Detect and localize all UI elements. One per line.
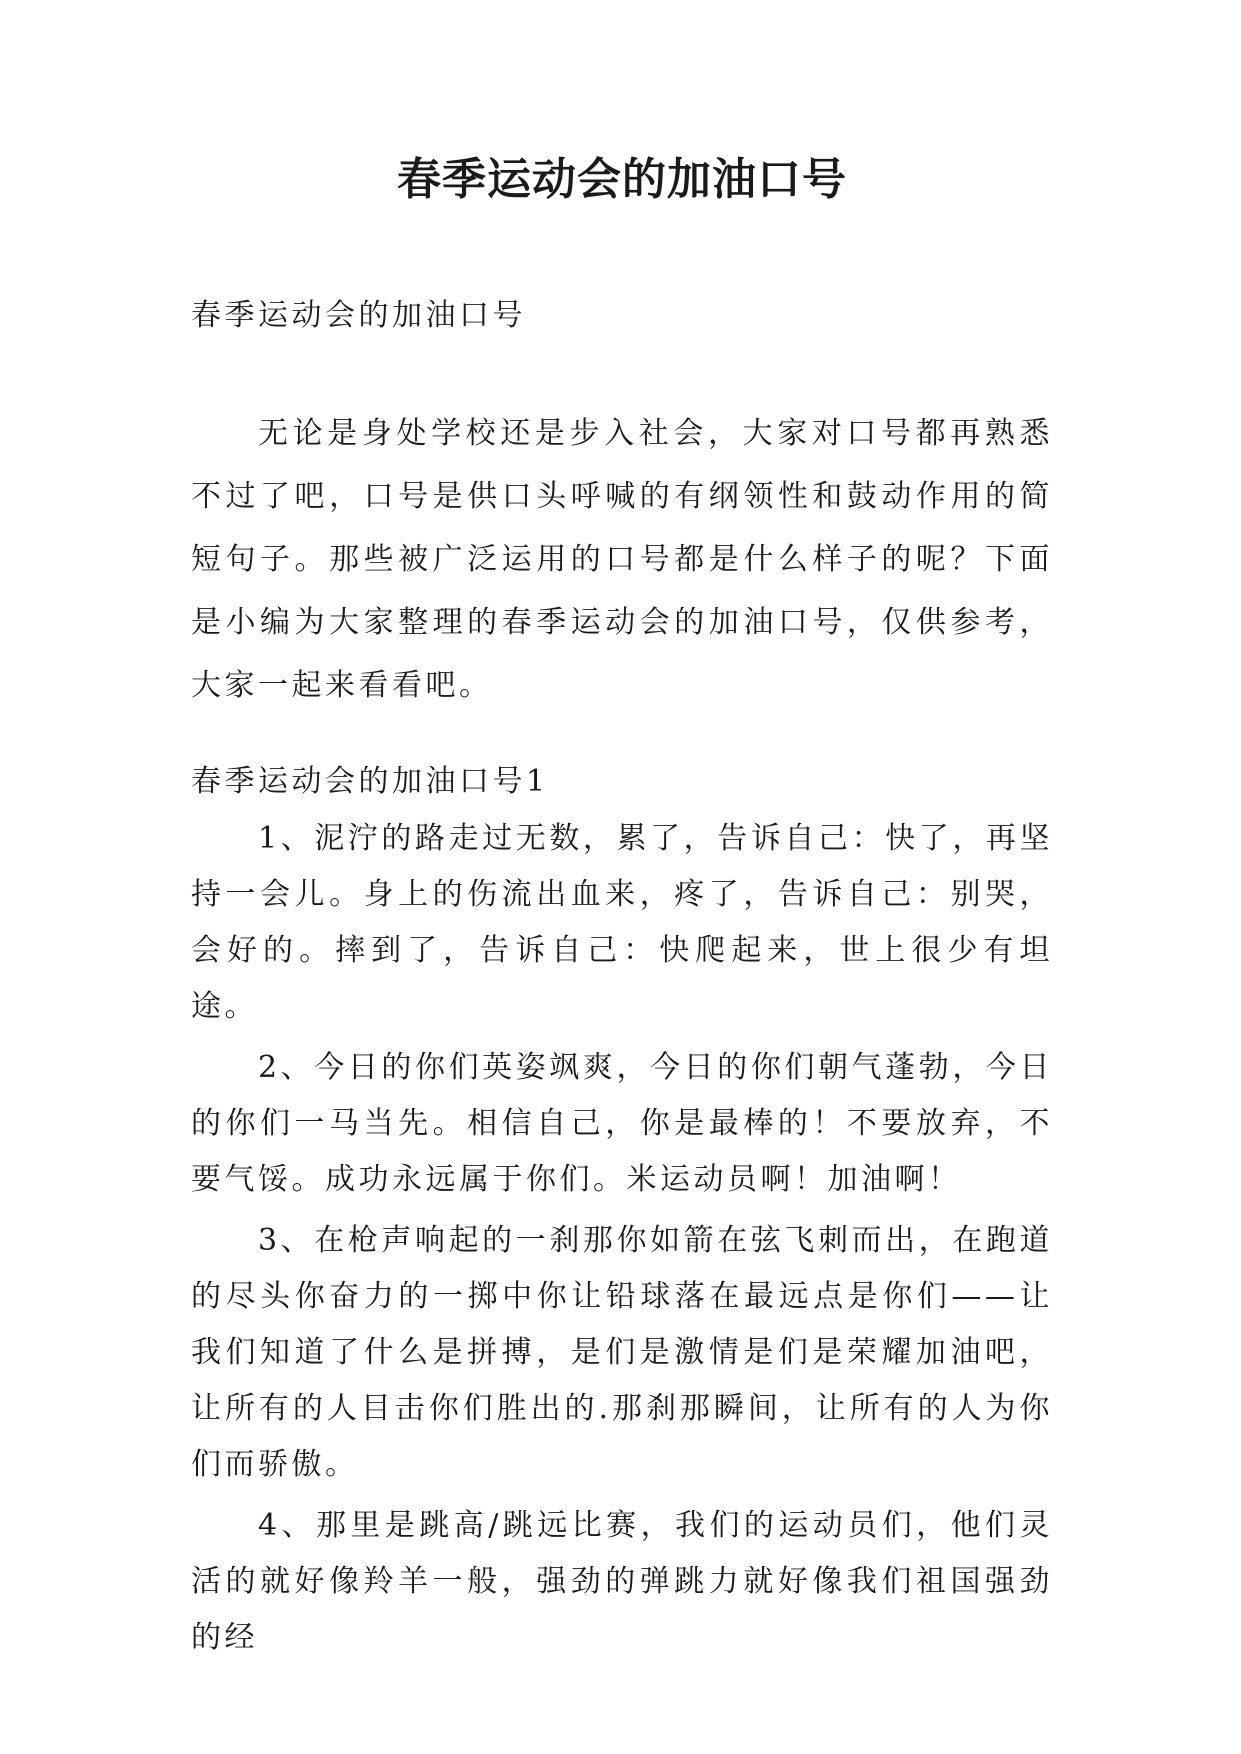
slogan-list [191,811,1053,1671]
intro-paragraph: 无论是身处学校还是步入社会，大家对口号都再熟悉不过了吧，口号是供口头呼喊的有纲领性和鼓动作用的简短句子。那些被广泛运用的口号都是什么样子的呢？下面是小编为大家整理的春季运动会的加油口号，仅供参考，大家一起来看看吧。 [191,416,1053,703]
document-title: 春季运动会的加油口号 [397,154,847,205]
slogan-item-1: 1、泥泞的路走过无数，累了，告诉自己：快了，再坚持一会儿。身上的伤流出血来，疼了，告诉自己：别哭，会好的。摔到了，告诉自己：快爬起来，世上很少有坦途。 [191,821,1053,1024]
section-heading: 春季运动会的加油口号1 [191,764,549,799]
slogan-item-2: 2、今日的你们英姿飒爽，今日的你们朝气蓬勃，今日的你们一马当先。相信自己，你是最棒的！不要放弃，不要气馁。成功永远属于你们。米运动员啊！加油啊！ [191,1050,1053,1197]
document-subtitle: 春季运动会的加油口号 [191,298,526,333]
slogan-item-4: 4、那里是跳高/跳远比赛，我们的运动员们，他们灵活的就好像羚羊一般，强劲的弹跳力就好像我们祖国强劲的经 [191,1508,1053,1655]
slogan-item-3: 3、在枪声响起的一刹那你如箭在弦飞刺而出，在跑道的尽头你奋力的一掷中你让铅球落在最远点是你们——让我们知道了什么是拼搏，是们是激情是们是荣耀加油吧，让所有的人目击你们胜出的.那刹那瞬间，让所有的人为你们而骄傲。 [191,1223,1053,1482]
